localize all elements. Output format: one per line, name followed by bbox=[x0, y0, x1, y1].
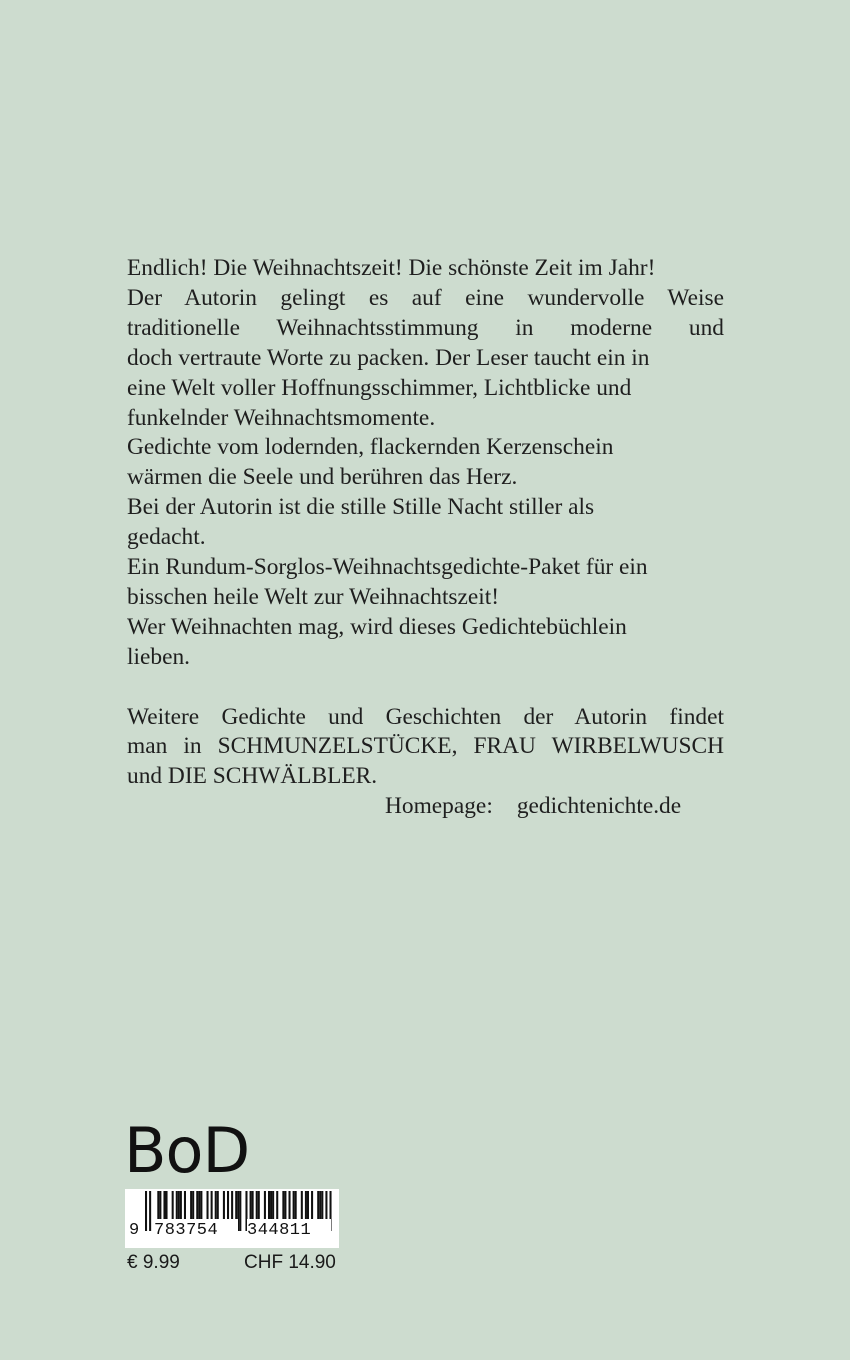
price-info bbox=[127, 1250, 357, 1276]
isbn-group-left: 783754 bbox=[154, 1219, 238, 1243]
blurb-line: traditionelle Weihnachtsstimmung in moderne und bbox=[127, 314, 724, 341]
blurb-line: gedacht. bbox=[127, 524, 206, 551]
homepage-line bbox=[127, 792, 724, 822]
blurb-line: Wer Weihnachten mag, wird dieses Gedichtebüchlein bbox=[127, 613, 627, 640]
isbn-prefix-digit: 9 bbox=[129, 1221, 140, 1240]
price-chf: CHF 14.90 bbox=[244, 1252, 336, 1273]
homepage-label: Homepage: bbox=[385, 793, 493, 820]
blurb-line: doch vertraute Worte zu packen. Der Leser taucht ein in bbox=[127, 344, 650, 371]
blurb-line: Bei der Autorin ist die stille Stille Nacht stiller als bbox=[127, 494, 595, 521]
blurb-line: funkelnder Weihnachtsmomente. bbox=[127, 404, 436, 431]
paragraph-spacer bbox=[127, 673, 724, 703]
blurb-line: Gedichte vom lodernden, flackernden Kerzenschein bbox=[127, 434, 614, 461]
blurb-line: bisschen heile Welt zur Weihnachtszeit! bbox=[127, 583, 500, 610]
publisher-logo: BoD bbox=[124, 1114, 250, 1187]
more-books-line: Weitere Gedichte und Geschichten der Autorin findet bbox=[127, 703, 724, 730]
blurb-line: wärmen die Seele und berühren das Herz. bbox=[127, 464, 518, 491]
isbn-barcode bbox=[125, 1189, 339, 1248]
blurb-line: Endlich! Die Weihnachtszeit! Die schönste Zeit im Jahr! bbox=[127, 255, 656, 281]
blurb-line: Ein Rundum-Sorglos-Weihnachtsgedichte-Paket für ein bbox=[127, 554, 648, 581]
blurb-line: Der Autorin gelingt es auf eine wundervolle Weise bbox=[127, 284, 724, 311]
more-books-line: und DIE SCHWÄLBLER. bbox=[127, 763, 378, 790]
isbn-number bbox=[125, 1219, 339, 1243]
blurb-line: lieben. bbox=[127, 643, 190, 670]
more-books-line: man in SCHMUNZELSTÜCKE, FRAU WIRBELWUSCH bbox=[127, 733, 724, 760]
back-cover-blurb bbox=[127, 254, 724, 822]
price-eur: € 9.99 bbox=[127, 1252, 180, 1273]
isbn-group-right: 344811 bbox=[247, 1219, 331, 1243]
blurb-line: eine Welt voller Hoffnungsschimmer, Lichtblicke und bbox=[127, 374, 632, 401]
homepage-link[interactable]: gedichtenichte.de bbox=[516, 793, 682, 820]
